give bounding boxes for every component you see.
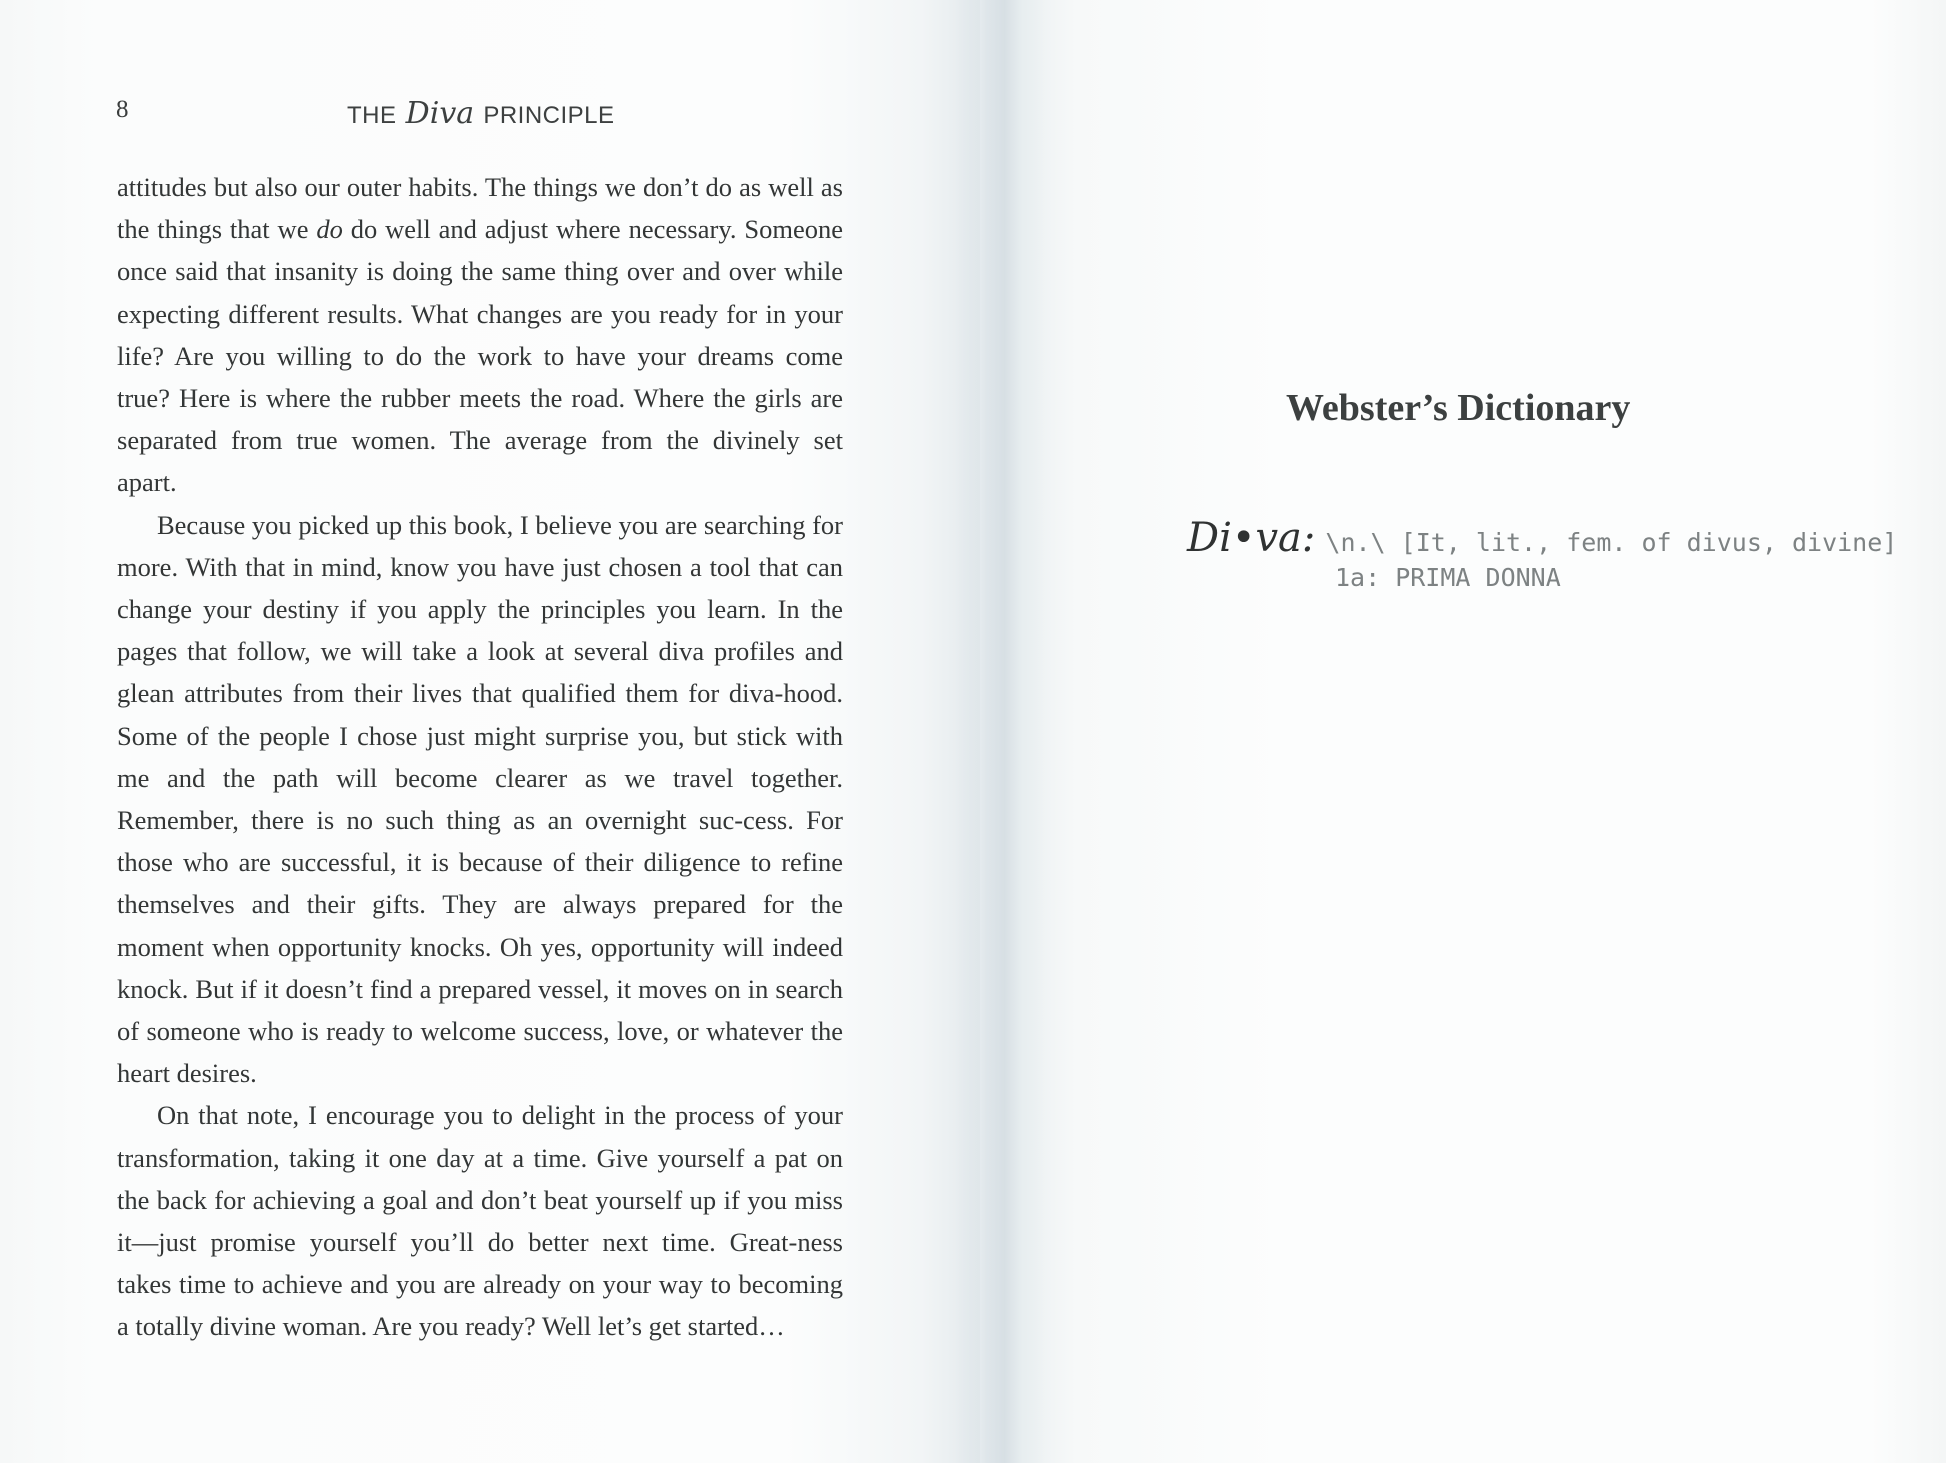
paragraph-1-text-a: attitudes but also our outer habits. The things we don’t do as well as the things that we xyxy=(117,172,843,245)
running-head-prefix: THE xyxy=(347,102,397,129)
running-head-script-word: Diva xyxy=(405,96,475,131)
body-text xyxy=(117,166,843,1348)
paragraph-3: On that note, I encourage you to delight in the process of your transformation, taking it one day at a time. Give yourself a pat on the back for achieving a goal and don’t beat yourself up if you miss it—just promise yourself you’ll do better next time. Great-ness takes time to achieve and you are already on your way to becoming a totally divine woman. Are you ready? Well let’s get started… xyxy=(117,1100,843,1342)
definition-gloss: \n.\ [It, lit., fem. of divus, divine] xyxy=(1325,528,1898,557)
running-head xyxy=(347,96,615,131)
page-number: 8 xyxy=(116,96,129,123)
right-page xyxy=(1000,0,1946,1463)
paragraph-1-italic: do xyxy=(316,214,343,245)
definition-sense: 1a: PRIMA DONNA xyxy=(1335,563,1561,592)
book-gutter xyxy=(955,0,1045,1463)
definition-line xyxy=(1187,515,1897,561)
running-head-suffix: PRINCIPLE xyxy=(483,102,615,129)
paragraph-1 xyxy=(117,166,843,504)
dictionary-heading: Webster’s Dictionary xyxy=(1286,387,1631,429)
paragraph-1-text-b: do well and adjust where necessary. Someone once said that insanity is doing the same thing over and over while expecting different results. What changes are you ready for in your life? Are you willing to do the work to have your dreams come true? Here is where the rubber meets the road. Where the girls are separated from true women. The average from the divinely set apart. xyxy=(117,214,843,498)
definition-word: Di•va: xyxy=(1187,515,1316,561)
paragraph-2: Because you picked up this book, I believe you are searching for more. With that in mind, know you have just chosen a tool that can change your destiny if you apply the principles you learn. In the pages that follow, we will take a look at several diva profiles and glean attributes from their lives that qualified them for diva-hood. Some of the people I chose just might surprise you, but stick with me and the path will become clearer as we travel together. Remember, there is no such thing as an overnight suc-cess. For those who are successful, it is because of their diligence to refine themselves and their gifts. They are always prepared for the moment when opportunity knocks. Oh yes, opportunity will indeed knock. But if it doesn’t find a prepared vessel, it moves on in search of someone who is ready to welcome success, love, or whatever the heart desires. xyxy=(117,509,843,1089)
